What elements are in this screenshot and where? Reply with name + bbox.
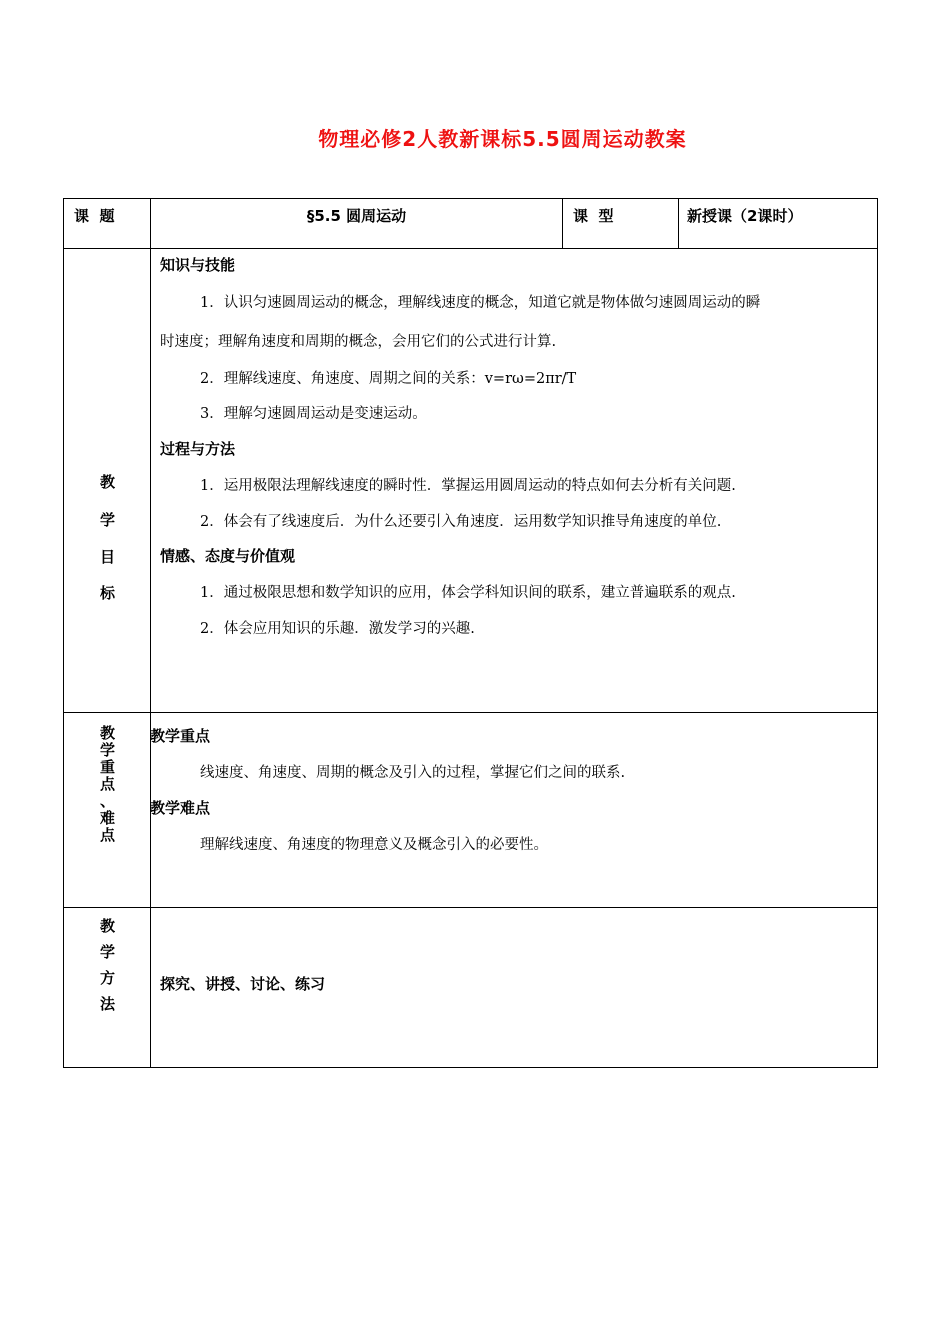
key-points-text: 线速度、角速度、周期的概念及引入的过程，掌握它们之间的联系. (200, 765, 626, 781)
document-title: 物理必修2人教新课标5.5圆周运动教案 (318, 127, 687, 151)
difficulty-title: 教学难点 (150, 799, 211, 817)
difficulty-text: 理解线速度、角速度的物理意义及概念引入的必要性。 (200, 837, 548, 853)
knowledge-item-1: 1．认识匀速圆周运动的概念，理解线速度的概念，知道它就是物体做匀速圆周运动的瞬 (200, 295, 761, 311)
method-text: 探究、讲授、讨论、练习 (160, 975, 326, 993)
objectives-row (64, 249, 878, 713)
objectives-content (151, 249, 878, 713)
keypoints-label: 教 学 重 点 、 难 点 (99, 724, 115, 844)
process-item-1: 1．运用极限法理解线速度的瞬时性．掌握运用圆周运动的特点如何去分析有关问题. (200, 478, 736, 494)
keypoints-label-cell (64, 713, 151, 908)
keypoints-row (64, 713, 878, 908)
method-label-cell (64, 908, 151, 1068)
emotion-item-1: 1．通过极限思想和数学知识的应用，体会学科知识间的联系，建立普遍联系的观点. (200, 585, 736, 601)
type-label: 课 型 (563, 199, 679, 249)
emotion-title: 情感、态度与价值观 (160, 547, 296, 565)
header-row (64, 199, 878, 249)
method-label: 教 学 方 法 (99, 917, 115, 1013)
knowledge-item-3: 3．理解匀速圆周运动是变速运动。 (200, 406, 427, 422)
knowledge-title: 知识与技能 (160, 256, 236, 274)
process-title: 过程与方法 (160, 440, 236, 458)
method-row (64, 908, 878, 1068)
topic-label: 课 题 (64, 199, 151, 249)
method-content (151, 908, 878, 1068)
objectives-label: 教 学 (99, 473, 115, 529)
type-value: 新授课（2课时） (679, 199, 878, 249)
lesson-plan-table (63, 198, 878, 1068)
knowledge-item-1-cont: 时速度；理解角速度和周期的概念，会用它们的公式进行计算. (160, 334, 557, 350)
keypoints-content (151, 713, 878, 908)
key-points-title: 教学重点 (150, 727, 211, 745)
process-item-2: 2．体会有了线速度后．为什么还要引入角速度．运用数学知识推导角速度的单位. (200, 514, 722, 530)
objectives-label-cell: 教 学 目 标 (64, 249, 151, 713)
knowledge-item-2: 2．理解线速度、角速度、周期之间的关系：v=rω=2πr/T (200, 371, 577, 387)
topic-value: §5.5 圆周运动 (151, 199, 563, 249)
emotion-item-2: 2．体会应用知识的乐趣．激发学习的兴趣. (200, 621, 475, 637)
